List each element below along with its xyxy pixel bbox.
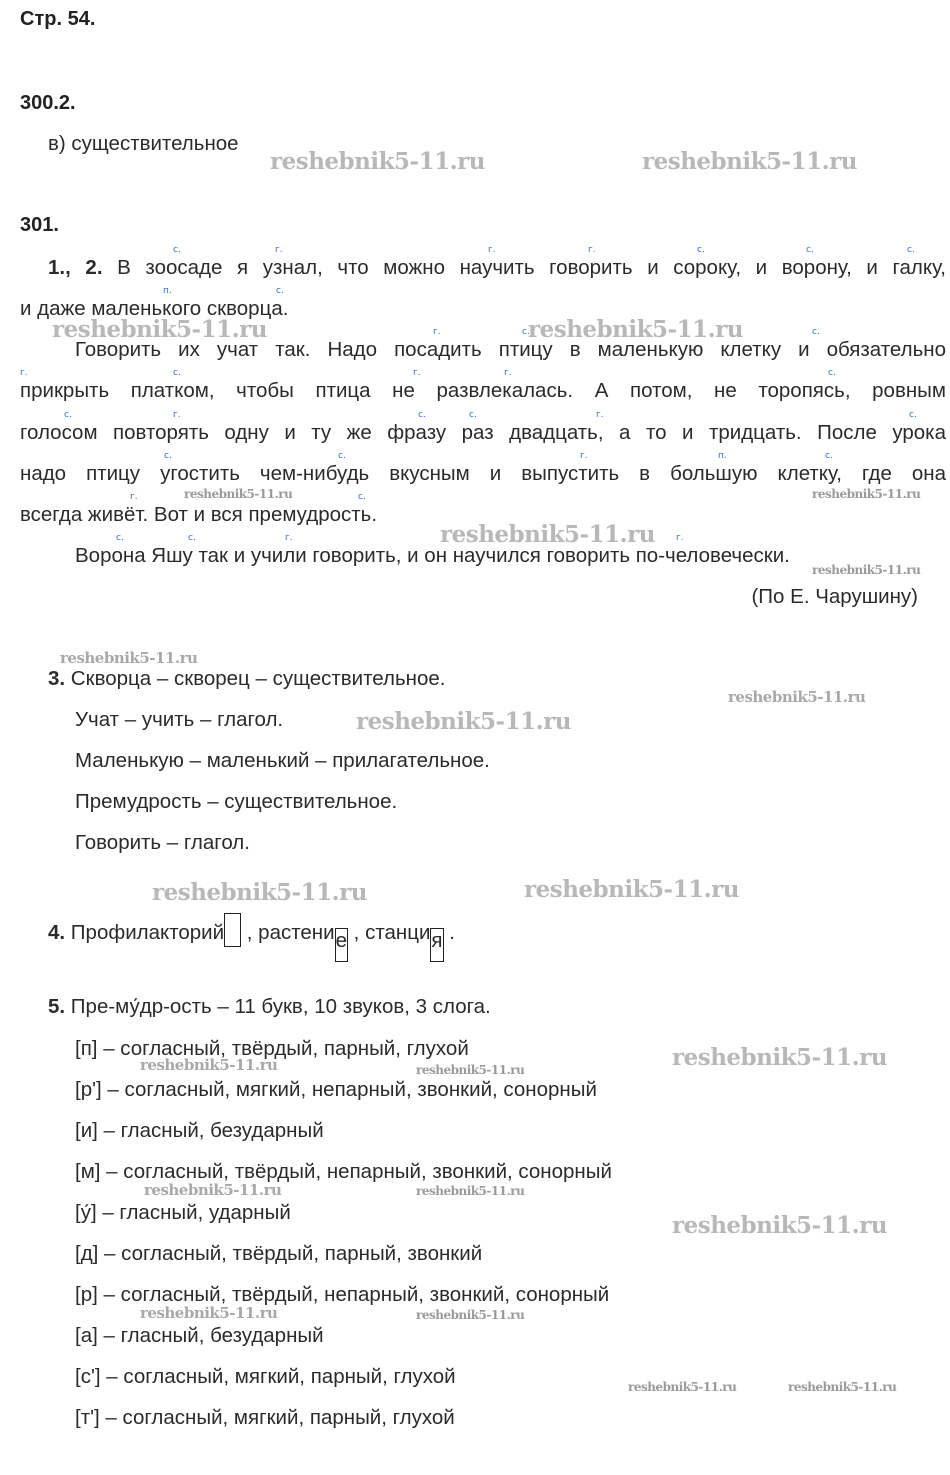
orthogram-mark: г. [580,451,588,461]
watermark: reshebnik5-11.ru [416,1063,525,1077]
orthogram-mark: г. [433,327,441,337]
ending-box-ya: я [430,928,443,962]
watermark: reshebnik5-11.ru [416,1308,525,1322]
watermark: reshebnik5-11.ru [528,316,743,343]
task-4-end: . [443,921,455,944]
task-5-title-text: Пре-му́др-ость – 11 букв, 10 звуков, 3 слога. [65,995,491,1018]
orthogram-mark: с. [825,451,833,461]
ending-box-e: е [335,928,348,962]
text-line-3: Говорить их учат так. Надо посадить птицу в маленькую клетку и обязательно [75,338,946,361]
sound-item: [и] – гласный, безударный [75,1119,324,1142]
orthogram-mark: с. [358,492,366,502]
watermark: reshebnik5-11.ru [812,563,921,577]
sound-item: [п] – согласный, твёрдый, парный, глухой [75,1037,469,1060]
orthogram-mark: г. [676,533,684,543]
task-4-word-2: , растени [241,921,335,944]
task-3-item-1 [48,667,445,691]
text-line-7: всегда живёт. Вот и вся премудрость. [20,503,378,526]
watermark: reshebnik5-11.ru [152,879,367,906]
watermark: reshebnik5-11.ru [812,487,921,501]
watermark: reshebnik5-11.ru [140,1304,278,1322]
task-4-line [48,913,455,962]
task-3-item-5: Говорить – глагол. [75,831,250,854]
orthogram-mark: с. [276,286,284,296]
orthogram-mark: с. [116,533,124,543]
orthogram-mark: с. [469,410,477,420]
orthogram-mark: с. [697,245,705,255]
orthogram-mark: г. [130,492,138,502]
orthogram-mark: с. [828,368,836,378]
watermark: reshebnik5-11.ru [144,1181,282,1199]
orthogram-mark: с. [418,410,426,420]
orthogram-mark: г. [504,368,512,378]
orthogram-mark: с. [173,245,181,255]
watermark: reshebnik5-11.ru [440,521,655,548]
orthogram-mark: г. [588,245,596,255]
sound-item: [а] – гласный, безударный [75,1324,324,1347]
task-3-item-2: Учат – учить – глагол. [75,708,284,731]
watermark: reshebnik5-11.ru [788,1380,897,1394]
orthogram-mark: с. [907,245,915,255]
task-1-2-number: 1., 2. [48,256,103,279]
watermark: reshebnik5-11.ru [628,1380,737,1394]
task-4-word-3: , станци [347,921,431,944]
watermark: reshebnik5-11.ru [524,876,739,903]
sound-item: [м] – согласный, твёрдый, непарный, звонкий, сонорный [75,1160,612,1183]
orthogram-mark: с. [173,368,181,378]
task-4-word-1: Профилакторий [65,921,225,944]
orthogram-mark: г. [596,410,604,420]
sound-item: [т'] – согласный, мягкий, парный, глухой [75,1406,455,1429]
text-line-2: и даже маленького скворца. [20,297,289,320]
text-line-4: прикрыть платком, чтобы птица не развлекалась. А потом, не торопясь, ровным [20,379,946,402]
orthogram-mark: г. [285,533,293,543]
watermark: reshebnik5-11.ru [672,1044,887,1071]
watermark: reshebnik5-11.ru [270,148,485,175]
exercise-300-answer: в) существительное [48,132,239,155]
orthogram-mark: с. [188,533,196,543]
task-3-item-3: Маленькую – маленький – прилагательное. [75,749,490,772]
task-3-item-4: Премудрость – существительное. [75,790,398,813]
orthogram-mark: с. [164,451,172,461]
task-4-number: 4. [48,921,66,944]
watermark: reshebnik5-11.ru [416,1184,525,1198]
watermark: reshebnik5-11.ru [672,1212,887,1239]
orthogram-mark: с. [909,410,917,420]
text-line-5: голосом повторять одну и ту же фразу раз двадцать, а то и тридцать. После урока [20,421,946,444]
watermark: reshebnik5-11.ru [642,148,857,175]
orthogram-mark: п. [163,286,172,296]
watermark: reshebnik5-11.ru [52,316,267,343]
orthogram-mark: с. [64,410,72,420]
text-line-1 [48,256,946,280]
ending-box-empty [224,913,241,947]
orthogram-mark: г. [20,368,28,378]
sound-item: [с'] – согласный, мягкий, парный, глухой [75,1365,456,1388]
task-5-title [48,995,491,1019]
orthogram-mark: г. [488,245,496,255]
orthogram-mark: с. [806,245,814,255]
sound-item: [д] – согласный, твёрдый, парный, звонкий [75,1242,483,1265]
orthogram-mark: с. [812,327,820,337]
task-3-number: 3. [48,667,66,690]
orthogram-mark: с. [522,327,530,337]
sound-item: [р] – согласный, твёрдый, непарный, звонкий, сонорный [75,1283,610,1306]
task-5-number: 5. [48,995,66,1018]
text-line-8: Ворона Яшу так и учили говорить, и он научился говорить по-человечески. [75,544,790,567]
sound-item: [р'] – согласный, мягкий, непарный, звонкий, сонорный [75,1078,597,1101]
watermark: reshebnik5-11.ru [356,708,571,735]
text-line-1-body: В зоосаде я узнал, что можно научить говорить и сороку, и ворону, и галку, [102,256,946,279]
watermark: reshebnik5-11.ru [140,1056,278,1074]
task-3-item-1-text: Скворца – скворец – существительное. [65,667,446,690]
exercise-300-number: 300.2. [20,92,76,114]
orthogram-mark: п. [718,451,727,461]
text-source: (По Е. Чарушину) [751,585,918,608]
watermark: reshebnik5-11.ru [184,487,293,501]
orthogram-mark: с. [338,451,346,461]
orthogram-mark: г. [173,410,181,420]
orthogram-mark: г. [413,368,421,378]
text-line-6: надо птицу угостить чем-нибудь вкусным и выпустить в большую клетку, где она [20,462,946,485]
sound-item: [у́] – гласный, ударный [75,1201,291,1224]
orthogram-mark: г. [275,245,283,255]
exercise-301-number: 301. [20,214,59,236]
page-label: Стр. 54. [20,8,96,30]
watermark: reshebnik5-11.ru [60,649,198,667]
watermark: reshebnik5-11.ru [728,688,866,706]
